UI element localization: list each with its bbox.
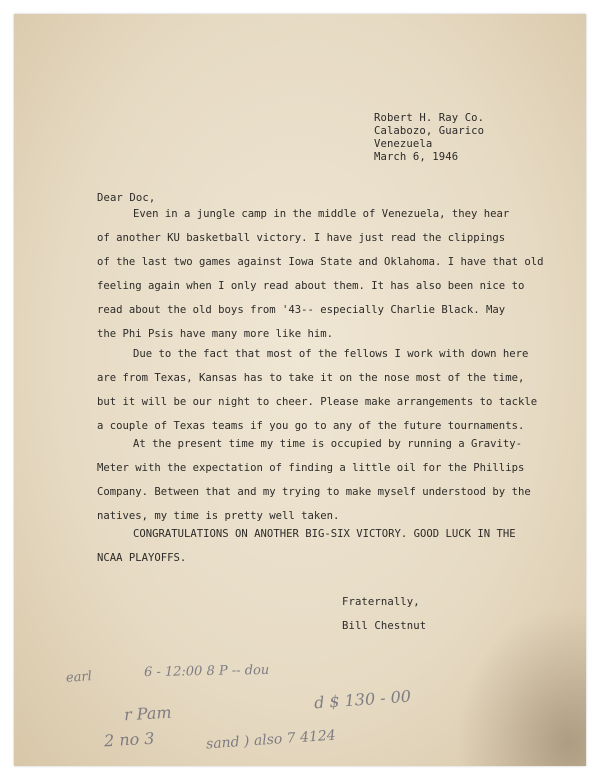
paragraph-1 xyxy=(97,202,543,346)
letter-page xyxy=(14,14,586,766)
closing: Fraternally, xyxy=(342,596,420,608)
handwritten-note: sand ) also 7 4124 xyxy=(205,727,337,753)
signature-name: Bill Chestnut xyxy=(342,620,427,632)
text-line: of the last two games against Iowa State and Oklahoma. I have that old xyxy=(97,256,544,268)
paper-stain xyxy=(456,606,586,766)
text-line: Company. Between that and my trying to make myself understood by the xyxy=(97,486,531,498)
text-line: At the present time my time is occupied by running a Gravity- xyxy=(133,438,523,450)
text-line: CONGRATULATIONS ON ANOTHER BIG-SIX VICTORY. GOOD LUCK IN THE xyxy=(133,528,516,540)
handwritten-note: d $ 130 - 00 xyxy=(313,686,412,713)
sender-address xyxy=(374,112,484,164)
address-line: Venezuela xyxy=(374,138,433,150)
handwritten-note: r Pam xyxy=(123,702,172,725)
text-line: read about the old boys from '43-- especially Charlie Black. May xyxy=(97,304,506,316)
text-line: but it will be our night to cheer. Please make arrangements to tackle xyxy=(97,396,538,408)
text-line: feeling again when I only read about them. It has also been nice to xyxy=(97,280,525,292)
text-line: are from Texas, Kansas has to take it on the nose most of the time, xyxy=(97,372,525,384)
handwritten-note: 6 - 12:00 8 P -- dou xyxy=(143,662,270,681)
salutation: Dear Doc, xyxy=(97,192,156,204)
text-line: Meter with the expectation of finding a little oil for the Phillips xyxy=(97,462,525,474)
paragraph-4 xyxy=(97,522,516,570)
handwritten-note: earl xyxy=(65,669,93,686)
text-line: natives, my time is pretty well taken. xyxy=(97,510,340,522)
address-line: Robert H. Ray Co. xyxy=(374,112,485,124)
paragraph-2 xyxy=(97,342,537,438)
address-line: Calabozo, Guarico xyxy=(374,125,485,137)
text-line: a couple of Texas teams if you go to any of the future tournaments. xyxy=(97,420,525,432)
text-line: Even in a jungle camp in the middle of Venezuela, they hear xyxy=(133,208,510,220)
text-line: the Phi Psis have many more like him. xyxy=(97,328,333,340)
closing-block xyxy=(342,590,426,638)
handwritten-note: 2 no 3 xyxy=(103,728,155,751)
letter-date: March 6, 1946 xyxy=(374,151,459,163)
paragraph-3 xyxy=(97,432,531,528)
text-line: NCAA PLAYOFFS. xyxy=(97,552,187,564)
text-line: Due to the fact that most of the fellows I work with down here xyxy=(133,348,529,360)
text-line: of another KU basketball victory. I have just read the clippings xyxy=(97,232,506,244)
